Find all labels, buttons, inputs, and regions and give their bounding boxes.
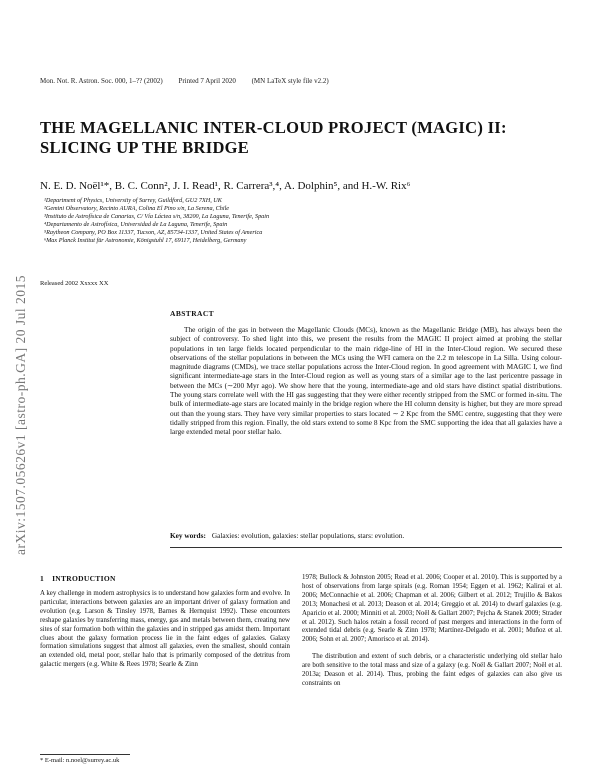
affiliation: ¹Department of Physics, University of Surrey, Guildford, GU2 7XH, UK — [44, 197, 222, 204]
keywords-text: Galaxies: evolution, galaxies: stellar populations, stars: evolution. — [211, 531, 405, 540]
abstract-rule — [170, 547, 562, 548]
printed-date: Printed 7 April 2020 — [178, 77, 236, 85]
abstract-text: The origin of the gas in between the Magellanic Clouds (MCs), known as the Magellanic Bridge (MB), has always been the subject of controversy. To shed light into this, we present the results from the MAGIC II project aimed at probing the stellar populations in ten large fields located perpendicular to the main ridge-line of HI in the Inter-Cloud region. We secured these observations of the stellar populations in between the MCs using the WFI camera on the 2.2 m telescope in La Silla. Using colour-magnitude diagrams (CMDs), we trace stellar populations across the Inter-Cloud region. In good agreement with MAGIC I, we find significant intermediate-age stars in the Inter-Cloud region as well as young stars of a similar age to the last pericentre passage in between the MCs (∼200 Myr ago). We show here that the young, intermediate-age and old stars have distinct spatial distributions. The young stars correlate well with the HI gas suggesting that they were either recently stripped from the SMC or formed in-situ. The bulk of intermediate-age stars are located mainly in the bridge region where the HI column density is higher, but they are more spread out than the young stars. They have very similar properties to stars located ∼ 2 Kpc from the SMC centre, suggesting that they were tidally stripped from this region. Finally, the old stars extend to some 8 Kpc from the SMC supporting the idea that all galaxies have a large extended metal poor stellar halo. — [170, 325, 562, 437]
release-date: Released 2002 Xxxxx XX — [40, 280, 109, 287]
footnote-rule — [40, 754, 130, 755]
arxiv-id: arXiv:1507.05626v1 [astro-ph.GA] 20 Jul 2015 — [13, 275, 28, 555]
affiliations — [44, 197, 544, 246]
section-number: 1 — [40, 574, 45, 583]
keywords-label: Key words: — [170, 531, 206, 540]
footnote-email: * E-mail: n.noel@surrey.ac.uk — [40, 757, 120, 764]
keywords — [170, 531, 562, 540]
paper-title: THE MAGELLANIC INTER-CLOUD PROJECT (MAGIC) II: SLICING UP THE BRIDGE — [40, 118, 507, 157]
arxiv-stamp — [6, 215, 36, 615]
section-heading — [40, 574, 124, 583]
paragraph: 1978; Bullock & Johnston 2005; Read et al. 2006; Cooper et al. 2010). This is supported by a host of observations from large spirals (e.g. Roman 1954; Eggen et al. 1962; Kalirai et al. 2006; McConnachie et al. 2006; Chapman et al. 2006; Gilbert et al. 2012; Trujillo & Bakos 2013; Monachesi et al. 2013; Deason et al. 2014; Greggio et al. 2014) to dwarf galaxies (e.g. Aparicio et al. 2000; Minniti et al. 2003; Noël & Gallart 2007; Pejcha & Stanek 2009; Strader et al. 2012). Such halos retain a fossil record of past mergers and interactions in the form of extended tidal debris (e.g. Searle & Zinn 1978; Martínez-Delgado et al. 2001; Muñoz et al. 2006; Sohn et al. 2007; Amorisco et al. 2014). — [302, 574, 562, 644]
body-column-left: A key challenge in modern astrophysics is to understand how galaxies form and evolve. In particular, interactions between galaxies are an important driver of galaxy formation and evolution (e.g. Larson & Tinsley 1978, Barnes & Hernquist 1992). These encounters reshape galaxies by transferring mass, energy, gas and metals between them, creating new sites of star formation both within the galaxies and in stripped gas amidst them. Important clues about the galaxy formation process lie in the faint edges of galaxies. Galaxy formation simulations suggest that almost all galaxies, even the smallest, should contain an extended old, metal poor, stellar halo that is primarily composed of the detritus from galactic mergers (e.g. White & Rees 1978; Searle & Zinn — [40, 590, 290, 669]
running-head — [40, 77, 343, 85]
author-list: N. E. D. Noël¹*, B. C. Conn², J. I. Read¹, R. Carrera³,⁴, A. Dolphin⁵, and H.-W. Rix⁶ — [40, 180, 411, 192]
paragraph: The distribution and extent of such debris, or a characteristic underlying old stellar halo are both sensitive to the total mass and size of a galaxy (e.g. Noël & Gallart 2007; Noël et al. 2013a; Deason et al. 2014). Thus, probing the faint edges of galaxies can also give us constraints on — [302, 653, 562, 687]
affiliation: ⁵Raytheon Company, PO Box 11337, Tucson, AZ, 85734-1337, United States of America — [44, 229, 263, 237]
body-column-right — [302, 574, 562, 689]
affiliation: ⁴Departamento de Astrofísica, Universidad de La Laguna, Tenerife, Spain — [44, 221, 228, 229]
journal-citation: Mon. Not. R. Astron. Soc. 000, 1–?? (2002) — [40, 77, 163, 85]
affiliation: ³Instituto de Astrofísica de Canarias, C/ Vía Láctea s/n, 38200, La Laguna, Tenerife, Spain — [44, 213, 270, 221]
section-title: INTRODUCTION — [52, 574, 116, 583]
affiliation: ⁶Max Planck Institut für Astronomie, Königstuhl 17, 69117, Heidelberg, Germany — [44, 237, 247, 245]
style-note: (MN LaTeX style file v2.2) — [251, 77, 329, 85]
abstract-heading: ABSTRACT — [170, 309, 215, 318]
affiliation: ²Gemini Observatory, Recinto AURA, Colina El Pino s/n, La Serena, Chile — [44, 205, 230, 213]
